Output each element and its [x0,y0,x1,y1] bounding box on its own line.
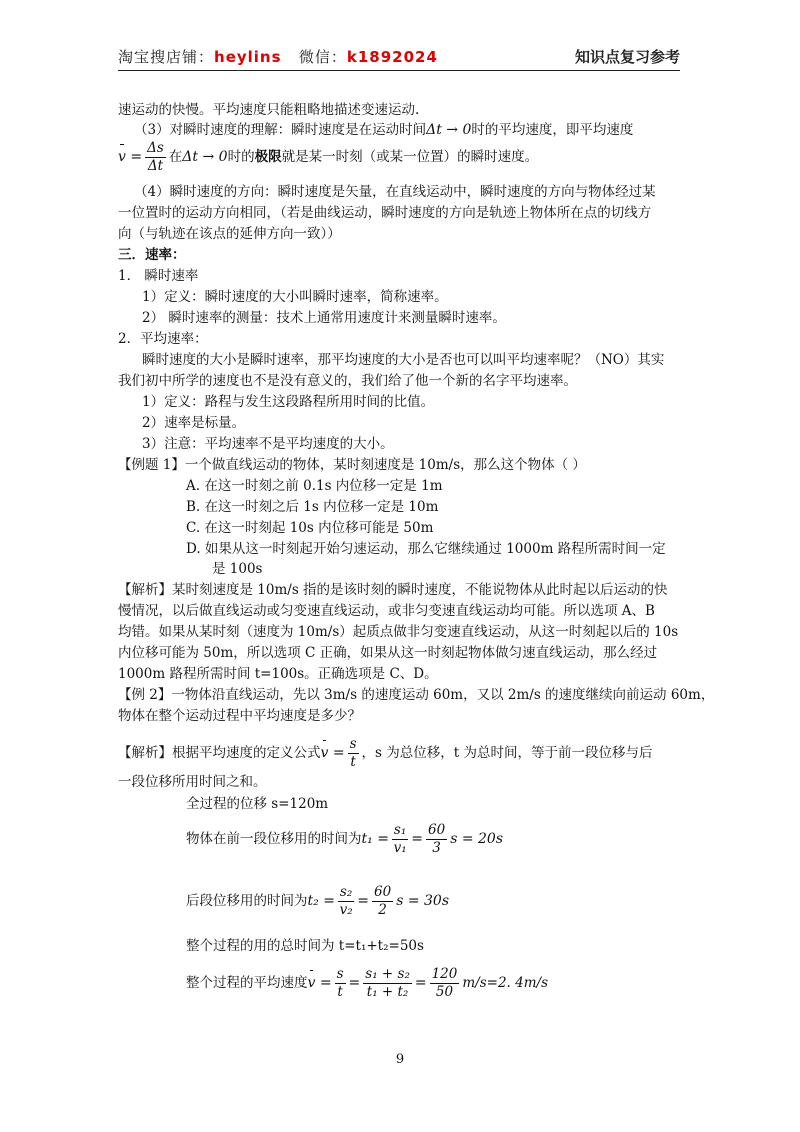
average-velocity-equation: 整个过程的平均速度v = $\frac{s}{t}$ = $\frac{\text{s₁ + s₂}}{\text{t₁ + t₂}}$ = $\frac{120}{50}$ m/s=2. 4m/s [186,966,549,1000]
subsection-2-para-2: 我们初中所学的速度也不是没有意义的，我们给了他一个新的名字平均速率。 [118,373,577,389]
header-title: 知识点复习参考 [574,48,680,66]
subsection-2-para-1: 瞬时速度的大小是瞬时速率，那平均速度的大小是否也可以叫平均速率呢？（NO）其实 [142,352,665,368]
shop-label: 淘宝搜店铺： [118,48,215,66]
page-header [118,44,680,71]
subsection-2-definition: 1）定义：路程与发生这段路程所用时间的比值。 [142,394,435,410]
subsection-1-definition: 1）定义：瞬时速度的大小叫瞬时速率，简称速率。 [142,289,448,305]
item-4-line-3: 向（与轨迹在该点的延伸方向一致）） [118,226,341,242]
t1-equation: 物体在前一段位移用的时间为t₁ = $\frac{\text{s₁}}{\text{v₁}}$ = $\frac{60}{3}$ s = 20s [186,822,504,856]
item-4-line-1: （4）瞬时速度的方向：瞬时速度是矢量，在直线运动中，瞬时速度的方向与物体经过某 [134,184,656,200]
example-1-solution-3: 均错。如果从某时刻（速度为 10m/s）起质点做非匀变速直线运动，从这一时刻起以后的 10s [118,624,679,640]
example-1-option-b: B. 在这一时刻之后 1s 内位移一定是 10m [186,499,439,515]
page-number: 9 [395,1052,405,1067]
example-2-solution-intro: 【解析】根据平均速度的定义公式v = $\frac{s}{t}$ ，s 为总位移，t 为总时间，等于前一段位移与后 [118,736,653,770]
example-1-solution-1: 【解析】某时刻速度是 10m/s 指的是该时刻的瞬时速度，不能说物体从此时起以后运动的快 [118,582,668,598]
example-2-line-1: 【例 2】一物体沿直线运动，先以 3m/s 的速度运动 60m，又以 2m/s 的速度继续向前运动 60m， [118,687,715,703]
example-1-option-d: D. 如果从这一时刻起开始匀速运动，那么它继续通过 1000m 路程所需时间一定 [186,541,666,557]
total-time: 整个过程的用的总时间为 t=t₁+t₂=50s [186,938,424,954]
subsection-1-title: 1． 瞬时速率 [118,268,199,284]
ds-dt-fraction: $\frac{\Delta s}{\Delta t}$ [147,140,164,174]
item-4-line-2: 一位置时的运动方向相同，（若是曲线运动，瞬时速度的方向是轨迹上物体所在点的切线方 [118,205,652,221]
item-3-line-1: （3）对瞬时速度的理解：瞬时速度是在运动时间Δt → 0时的平均速度，即平均速度 [134,122,634,138]
paragraph-0: 速运动的快慢。平均速度只能粗略地描述变速运动. [118,102,420,118]
wechat-id: k1892024 [346,48,438,66]
wechat-label: 微信： [298,48,347,66]
total-displacement: 全过程的位移 s=120m [186,796,329,812]
subsection-2-title: 2．平均速率： [118,331,208,347]
header-shop-info [118,46,438,67]
subsection-2-note: 3）注意：平均速率不是平均速度的大小。 [142,436,394,452]
item-3-line-2: v = $\frac{\Delta s}{\Delta t}$ 在Δt → 0时的极限就是某一时刻（或某一位置）的瞬时速度。 [118,140,539,174]
example-1-option-d-cont: 是 100s [212,561,263,577]
example-1-option-c: C. 在这一时刻起 10s 内位移可能是 50m [186,520,434,536]
example-1-solution-2: 慢情况，以后做直线运动或匀变速直线运动，或非匀变速直线运动均可能。所以选项 A、B [118,603,655,619]
subsection-2-scalar: 2）速率是标量。 [142,415,246,431]
t2-equation: 后段位移用的时间为t₂ = $\frac{\text{s₂}}{\text{v₂}}$ = $\frac{60}{2}$ s = 30s [186,884,450,918]
section-3-title: 三．速率： [118,247,186,263]
example-1-solution-5: 1000m 路程所需时间 t=100s。正确选项是 C、D。 [118,666,438,682]
example-1-question: 【例题 1】一个做直线运动的物体，某时刻速度是 10m/s，那么这个物体（ ） [118,457,586,473]
example-2-solution-intro-cont: 一段位移所用时间之和。 [118,774,267,790]
shop-name: heylins [214,48,282,66]
example-1-option-a: A. 在这一时刻之前 0.1s 内位移一定是 1m [186,478,443,494]
example-2-line-2: 物体在整个运动过程中平均速度是多少？ [118,708,361,724]
example-1-solution-4: 内位移可能为 50m，所以选项 C 正确，如果从这一时刻起物体做匀速直线运动，那么经过 [118,645,658,661]
subsection-1-measure: 2） 瞬时速率的测量：技术上通常用速度计来测量瞬时速率。 [142,310,506,326]
